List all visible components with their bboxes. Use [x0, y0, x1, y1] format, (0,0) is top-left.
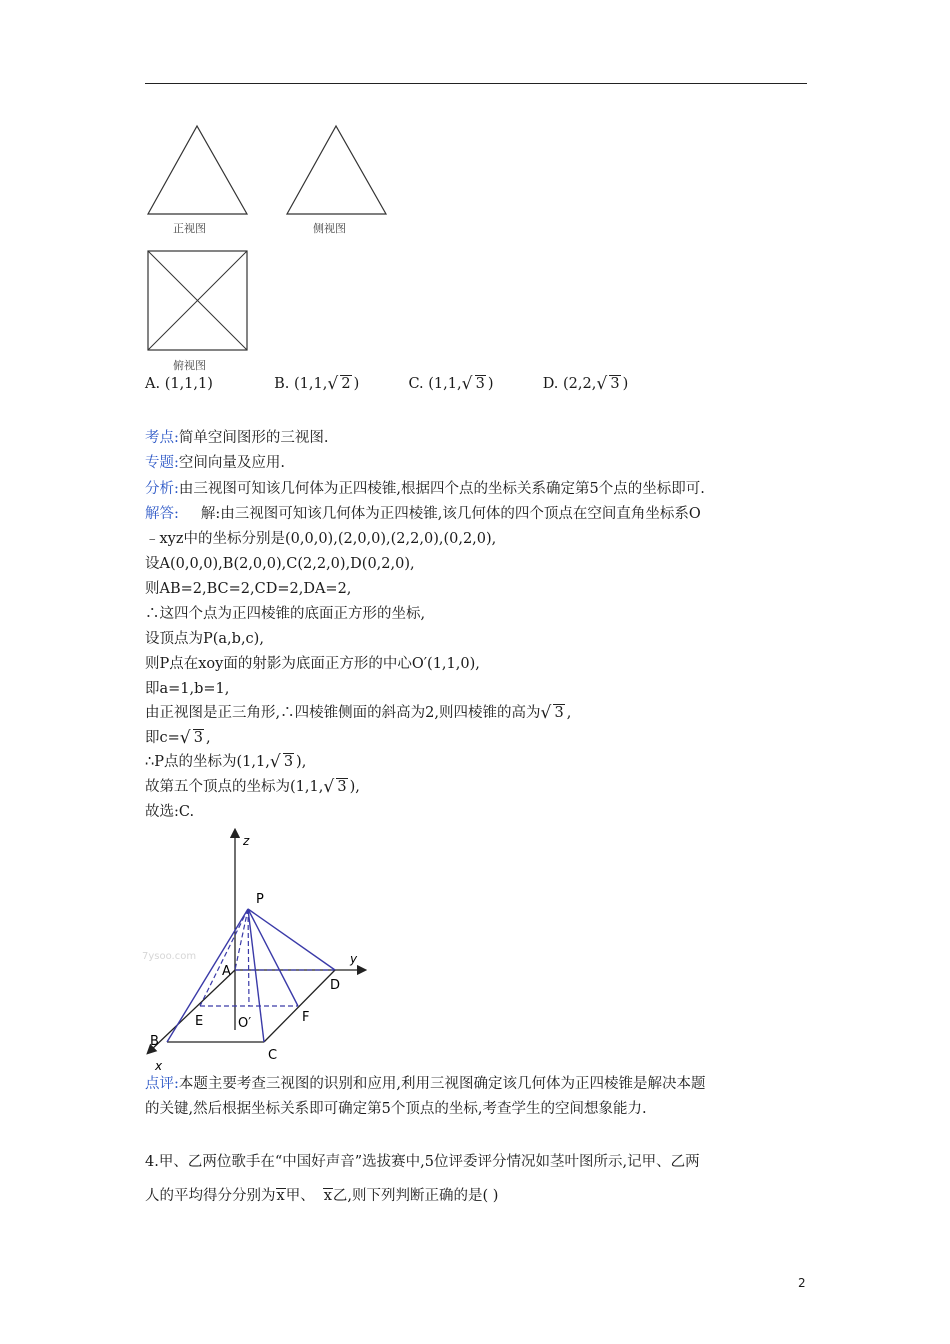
option-c: C. (1,1,√ 3 ): [408, 376, 493, 392]
label-O: O′: [238, 1016, 252, 1031]
page-number: 2: [798, 1276, 806, 1290]
solution-line: 设A(0,0,0),B(2,0,0),C(2,2,0),D(0,2,0),: [145, 556, 415, 572]
dianping-cont: 的关键,然后根据坐标关系即可确定第5个顶点的坐标,考查学生的空间想象能力.: [145, 1101, 647, 1117]
dianping: 点评:本题主要考查三视图的识别和应用,利用三视图确定该几何体为正四棱锥是解决本题: [145, 1076, 706, 1092]
answer-options: [145, 376, 628, 392]
label-D: D: [330, 978, 341, 993]
mean-yi: x: [323, 1188, 332, 1204]
label-z: z: [243, 834, 250, 848]
solution-line: ∴P点的坐标为(1,1,√ 3 ),: [145, 750, 306, 771]
label-P: P: [256, 892, 264, 907]
side-view-label: 侧视图: [313, 222, 346, 235]
edge-PA: [235, 909, 248, 970]
mean-jia: x: [276, 1188, 285, 1204]
front-view-triangle: [148, 126, 247, 214]
label-E: E: [195, 1014, 204, 1029]
solution-line: 故选:C.: [145, 804, 195, 820]
edge-PD: [248, 909, 335, 970]
label-B: B: [150, 1034, 159, 1049]
zhuanti: 专题:空间向量及应用.: [145, 455, 285, 471]
question-4-cont: 人的平均得分分别为x甲、 x乙,则下列判断正确的是( ): [145, 1188, 499, 1204]
kaodian: 考点:简单空间图形的三视图.: [145, 430, 329, 446]
jieda: 解答: 解:由三视图可知该几何体为正四棱锥,该几何体的四个顶点在空间直角坐标系O: [145, 506, 701, 522]
solution-line: 设顶点为P(a,b,c),: [145, 631, 264, 647]
solution-line: 则AB=2,BC=2,CD=2,DA=2,: [145, 581, 352, 597]
option-b: B. (1,1,√ 2 ): [274, 376, 359, 392]
option-a: A. (1,1,1): [145, 376, 213, 392]
three-view-figure: [140, 118, 400, 378]
fenxi: 分析:由三视图可知该几何体为正四棱锥,根据四个点的坐标关系确定第5个点的坐标即可.: [145, 481, 705, 497]
height-PO: [248, 909, 249, 1006]
header-rule: [145, 83, 807, 84]
solution-line: 则P点在xoy面的射影为底面正方形的中心O′(1,1,0),: [145, 656, 480, 672]
label-C: C: [268, 1048, 278, 1063]
x-axis: [150, 970, 235, 1051]
solution-line: 即c=√ 3 ,: [145, 726, 211, 747]
side-view-triangle: [287, 126, 386, 214]
top-view-label: 俯视图: [173, 359, 206, 372]
label-x: x: [155, 1059, 163, 1070]
edge-PB: [167, 909, 248, 1042]
label-y: y: [350, 952, 358, 966]
label-F: F: [302, 1010, 310, 1025]
front-view-label: 正视图: [173, 222, 206, 235]
pyramid-figure: [140, 825, 380, 1070]
solution-line: ∴这四个点为正四棱锥的底面正方形的坐标,: [145, 606, 426, 622]
solution-line: ﹣xyz中的坐标分别是(0,0,0),(2,0,0),(2,2,0),(0,2,0),: [145, 531, 497, 547]
label-A: A: [222, 964, 231, 979]
solution-line: 故第五个顶点的坐标为(1,1,√ 3 ),: [145, 775, 360, 796]
option-d: D. (2,2,√ 3 ): [543, 376, 629, 392]
solution-line: 由正视图是正三角形,∴四棱锥侧面的斜高为2,则四棱锥的高为√ 3 ,: [145, 701, 571, 722]
watermark: 7ysoo.com: [142, 951, 197, 962]
slant-PE: [200, 909, 248, 1006]
solution-line: 即a=1,b=1,: [145, 681, 230, 697]
edge-PF: [248, 909, 298, 1006]
question-4: 4.甲、乙两位歌手在“中国好声音”选拔赛中,5位评委评分情况如茎叶图所示,记甲、乙两: [145, 1154, 700, 1170]
